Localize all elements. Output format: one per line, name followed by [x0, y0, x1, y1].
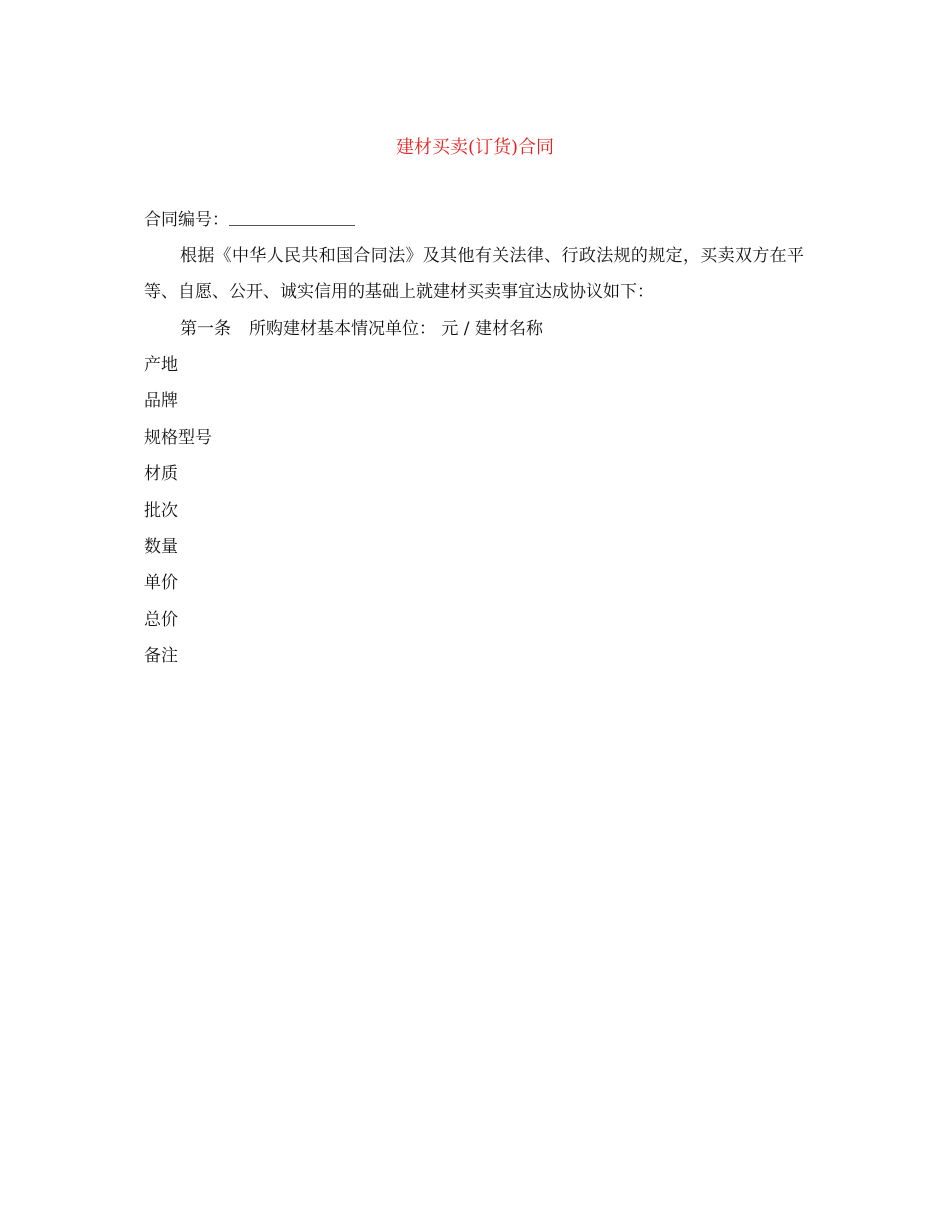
item-field-brand: 品牌	[144, 391, 178, 412]
intro-paragraph: 根据《中华人民共和国合同法》及其他有关法律、行政法规的规定，买卖双方在平等、自愿、公开、诚实信用的基础上就建材买卖事宜达成协议如下：	[144, 246, 804, 303]
article-1-heading: 第一条	[180, 319, 231, 339]
item-field-unit-price: 单价	[144, 573, 178, 594]
item-field-batch: 批次	[144, 500, 178, 521]
contract-number-blank	[229, 209, 355, 226]
item-field-list	[144, 347, 212, 675]
item-field-origin: 产地	[144, 355, 178, 375]
article-1	[144, 311, 840, 347]
item-field-total-price: 总价	[144, 609, 178, 630]
document-title: 建材买卖(订货)合同	[395, 137, 555, 158]
contract-number-label: 合同编号：	[144, 210, 229, 230]
item-field-spec-model: 规格型号	[144, 427, 212, 448]
item-field-material: 材质	[144, 464, 178, 485]
item-field-remarks: 备注	[144, 646, 178, 667]
contract-number-line	[144, 202, 804, 238]
article-1-text: 所购建材基本情况单位： 元 / 建材名称	[249, 319, 543, 339]
item-field-quantity: 数量	[144, 536, 178, 557]
